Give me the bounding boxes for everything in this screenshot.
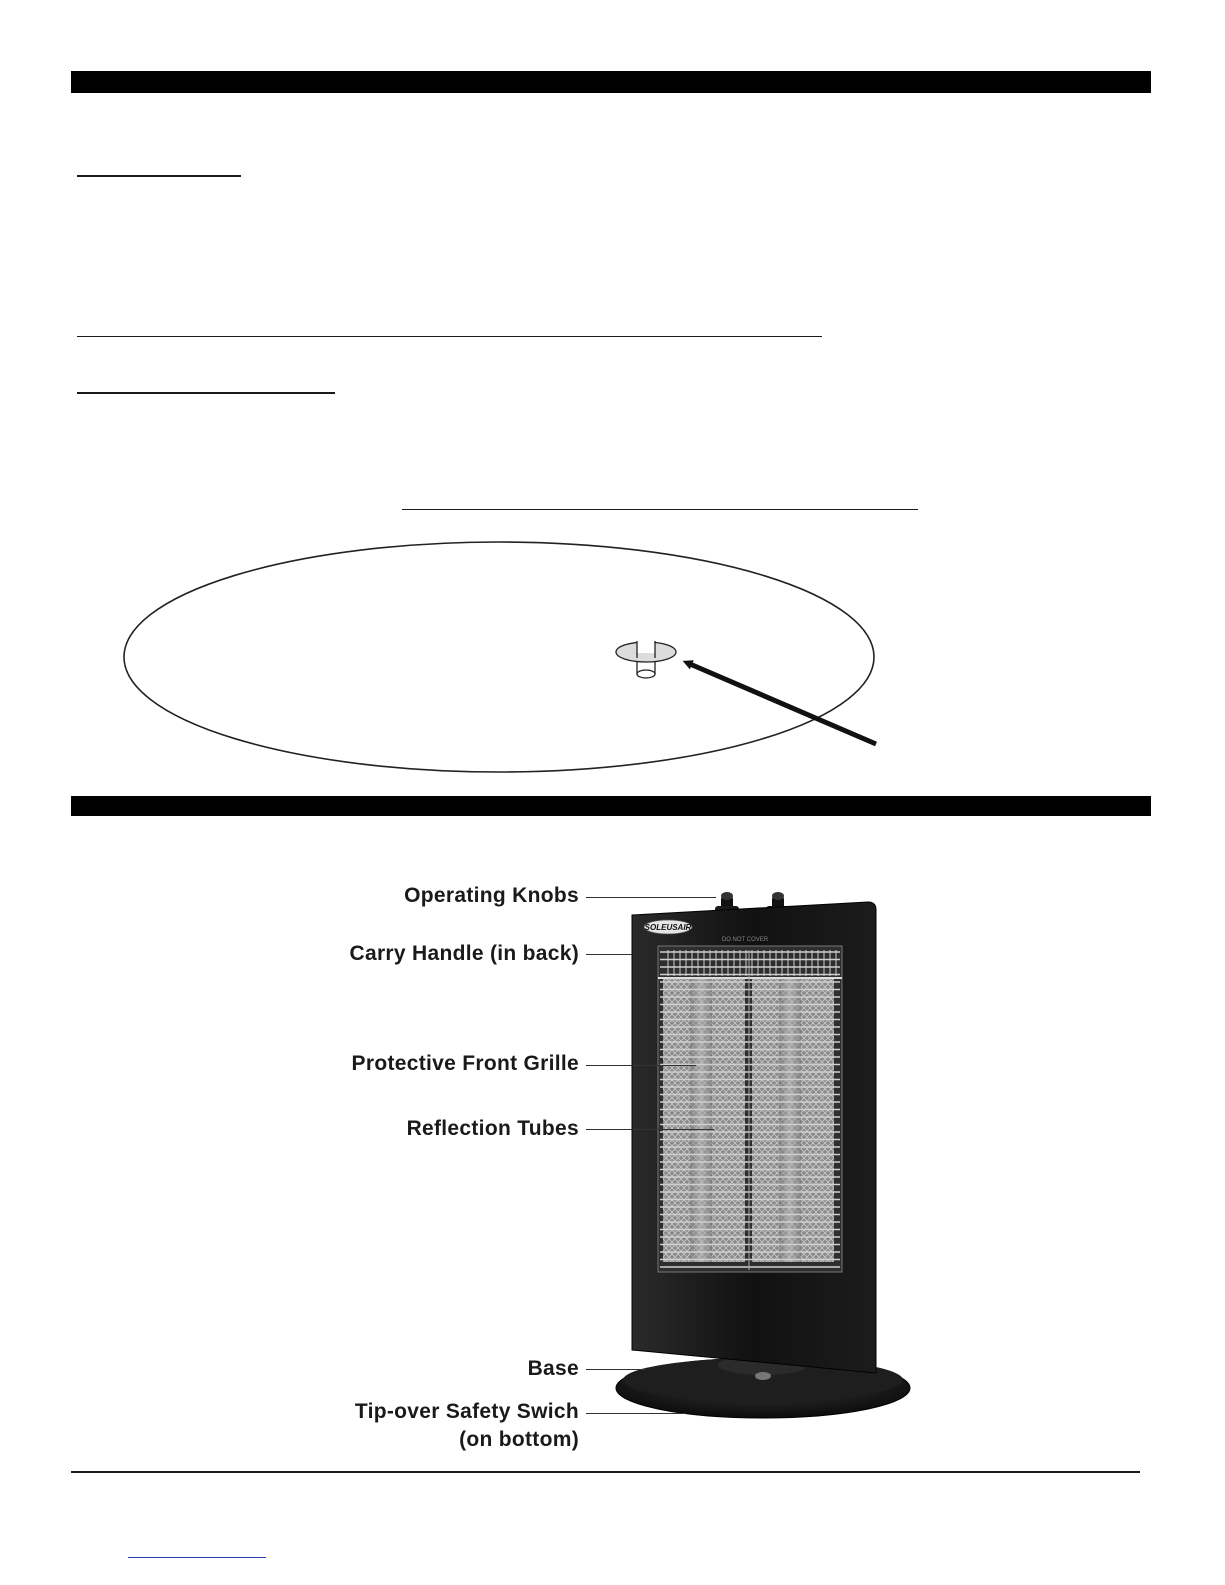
- label-reflection-tubes: Reflection Tubes: [406, 1117, 579, 1140]
- brand-logo: [644, 920, 692, 934]
- leader-tip-over-switch: [586, 1413, 686, 1414]
- svg-text:SOLEUSAIR: SOLEUSAIR: [644, 923, 692, 932]
- leader-carry-handle: [586, 954, 632, 955]
- footer-rule: [71, 1471, 1140, 1473]
- leader-base: [586, 1369, 646, 1370]
- leader-front-grille: [586, 1065, 696, 1066]
- leader-reflection-tubes: [586, 1129, 714, 1130]
- label-base: Base: [527, 1357, 579, 1380]
- label-tip-over-switch: [355, 1398, 579, 1454]
- label-carry-handle: Carry Handle (in back): [349, 942, 579, 965]
- label-tip-over-line2: (on bottom): [459, 1428, 579, 1451]
- front-grille-window: [658, 946, 842, 1272]
- label-front-grille: Protective Front Grille: [351, 1052, 579, 1075]
- footer-link-underline: [128, 1557, 266, 1558]
- label-tip-over-line1: Tip-over Safety Swich: [354, 1400, 579, 1423]
- leader-operating-knobs: [586, 897, 716, 898]
- panel-warning-text: DO NOT COVER: [721, 937, 769, 943]
- label-operating-knobs: Operating Knobs: [404, 884, 579, 907]
